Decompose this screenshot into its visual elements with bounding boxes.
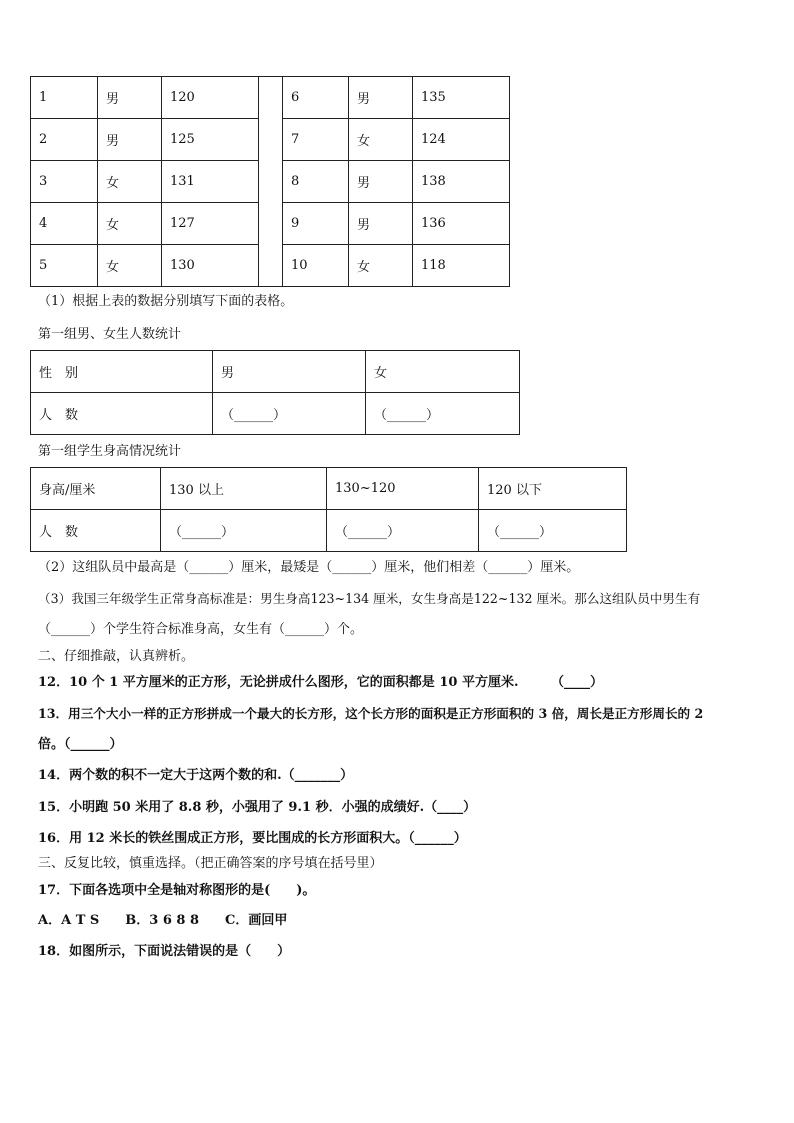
height-header-120-130: 130~120 bbox=[327, 468, 479, 510]
table-gap-cell bbox=[259, 119, 283, 161]
section-3-heading: 三、反复比较，慎重选择。（把正确答案的序号填在括号里） bbox=[38, 856, 383, 871]
question-3-line-1: （3）我国三年级学生正常身高标准是：男生身高123~134 厘米，女生身高是122~132 厘米。那么这组队员中男生有 bbox=[38, 591, 701, 606]
table-cell-no-a: 4 bbox=[31, 203, 98, 245]
question-2: （2）这组队员中最高是（______）厘米，最矮是（______）厘米，他们相差（______）厘米。 bbox=[38, 560, 580, 575]
table-cell-h-a: 120 bbox=[162, 77, 259, 119]
table-row bbox=[31, 161, 510, 203]
below-120-blank[interactable]: （______） bbox=[479, 510, 627, 552]
question-17: 17．下面各选项中全是轴对称图形的是( )。 bbox=[38, 883, 316, 898]
question-17-options: A．A T S B．3 6 8 8 C．画回甲 bbox=[38, 913, 288, 928]
table-cell-no-b: 6 bbox=[283, 77, 349, 119]
question-16: 16．用 12 米长的铁丝围成正方形，要比围成的长方形面积大。（______） bbox=[38, 831, 467, 846]
table-row bbox=[31, 245, 510, 287]
height-row-label: 人 数 bbox=[31, 510, 161, 552]
table-cell-h-a: 130 bbox=[162, 245, 259, 287]
gender-table-title: 第一组男、女生人数统计 bbox=[38, 327, 182, 342]
table-row bbox=[31, 203, 510, 245]
table-row bbox=[31, 119, 510, 161]
table-cell-sex-b: 女 bbox=[349, 119, 413, 161]
table-cell-no-a: 2 bbox=[31, 119, 98, 161]
female-count-blank[interactable]: （______） bbox=[366, 393, 520, 435]
table-cell-sex-b: 男 bbox=[349, 161, 413, 203]
height-header-label: 身高/厘米 bbox=[31, 468, 161, 510]
question-3-line-2: （______）个学生符合标准身高，女生有（______）个。 bbox=[38, 622, 364, 637]
gender-row-label: 人 数 bbox=[31, 393, 213, 435]
question-15: 15．小明跑 50 米用了 8.8 秒，小强用了 9.1 秒．小强的成绩好.（____） bbox=[38, 800, 477, 815]
height-header-below-120: 120 以下 bbox=[479, 468, 627, 510]
section-2-heading: 二、仔细推敲，认真辨析。 bbox=[38, 649, 195, 664]
question-18: 18．如图所示，下面说法错误的是（ ） bbox=[38, 944, 291, 959]
gender-header-label: 性 别 bbox=[31, 351, 213, 393]
table-cell-sex-a: 男 bbox=[98, 77, 162, 119]
table-gap-cell bbox=[259, 77, 283, 119]
table-cell-h-b: 135 bbox=[413, 77, 510, 119]
table-cell-no-a: 1 bbox=[31, 77, 98, 119]
question-14: 14．两个数的积不一定大于这两个数的和.（_______） bbox=[38, 768, 354, 783]
question-13-line-1: 13．用三个大小一样的正方形拼成一个最大的长方形，这个长方形的面积是正方形面积的 3 倍，周长是正方形周长的 2 bbox=[38, 706, 704, 721]
height-table-title: 第一组学生身高情况统计 bbox=[38, 444, 182, 459]
table-cell-sex-b: 女 bbox=[349, 245, 413, 287]
gender-count-table bbox=[30, 350, 520, 435]
height-header-above-130: 130 以上 bbox=[161, 468, 327, 510]
table-cell-h-b: 138 bbox=[413, 161, 510, 203]
table-cell-h-b: 124 bbox=[413, 119, 510, 161]
table-cell-h-b: 136 bbox=[413, 203, 510, 245]
table-cell-h-b: 118 bbox=[413, 245, 510, 287]
between-120-130-blank[interactable]: （______） bbox=[327, 510, 479, 552]
table-cell-sex-a: 女 bbox=[98, 203, 162, 245]
table-cell-h-a: 127 bbox=[162, 203, 259, 245]
table-cell-no-b: 7 bbox=[283, 119, 349, 161]
gender-header-female: 女 bbox=[366, 351, 520, 393]
table-cell-sex-a: 女 bbox=[98, 161, 162, 203]
table-gap-cell bbox=[259, 245, 283, 287]
male-count-blank[interactable]: （______） bbox=[213, 393, 366, 435]
question-13-line-2: 倍。（______） bbox=[38, 737, 123, 752]
table-cell-sex-a: 女 bbox=[98, 245, 162, 287]
table-cell-no-b: 8 bbox=[283, 161, 349, 203]
gender-header-male: 男 bbox=[213, 351, 366, 393]
table-cell-no-b: 9 bbox=[283, 203, 349, 245]
table-gap-cell bbox=[259, 203, 283, 245]
table-cell-no-a: 3 bbox=[31, 161, 98, 203]
above-130-blank[interactable]: （______） bbox=[161, 510, 327, 552]
table-cell-no-a: 5 bbox=[31, 245, 98, 287]
table-cell-h-a: 131 bbox=[162, 161, 259, 203]
question-12: 12．10 个 1 平方厘米的正方形，无论拼成什么图形，它的面积都是 10 平方厘米. （____） bbox=[38, 675, 603, 690]
table-cell-sex-b: 男 bbox=[349, 77, 413, 119]
table-cell-sex-b: 男 bbox=[349, 203, 413, 245]
table-gap-cell bbox=[259, 161, 283, 203]
table-row bbox=[31, 77, 510, 119]
table-cell-sex-a: 男 bbox=[98, 119, 162, 161]
table-cell-h-a: 125 bbox=[162, 119, 259, 161]
question-1-instruction: （1）根据上表的数据分别填写下面的表格。 bbox=[38, 294, 294, 309]
table-cell-no-b: 10 bbox=[283, 245, 349, 287]
height-data-table bbox=[30, 76, 510, 287]
height-distribution-table bbox=[30, 467, 627, 552]
